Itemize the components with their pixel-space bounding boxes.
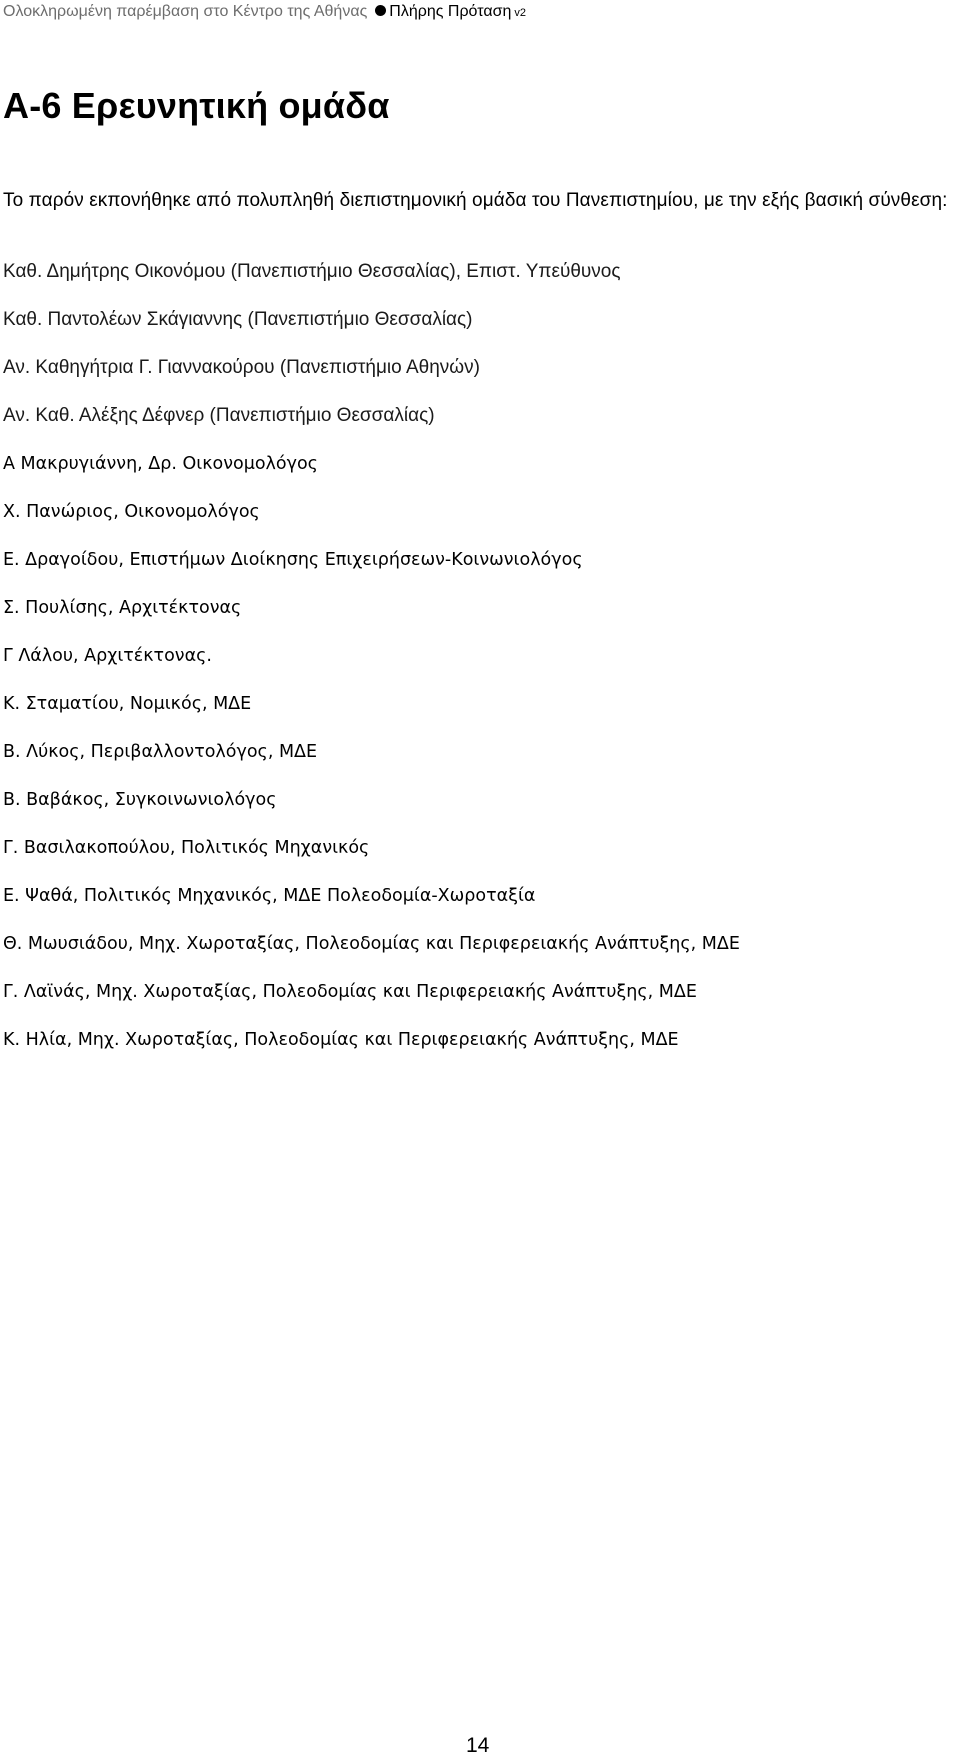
intro-paragraph: Το παρόν εκπονήθηκε από πολυπληθή διεπιστημονική ομάδα του Πανεπιστημίου, με την εξής βασική σύνθεση: xyxy=(3,190,948,211)
list-item: Α Μακρυγιάννη, Δρ. Οικονομολόγος xyxy=(3,454,318,474)
header-version: v2 xyxy=(514,7,526,19)
header-proposal-label: Πλήρης Πρόταση xyxy=(389,3,512,20)
running-header xyxy=(3,0,526,24)
list-item: Ε. Ψαθά, Πολιτικός Μηχανικός, ΜΔΕ Πολεοδομία-Χωροταξία xyxy=(3,886,536,906)
list-item: Καθ. Παντολέων Σκάγιαννης (Πανεπιστήμιο Θεσσαλίας) xyxy=(3,309,473,330)
list-item: Γ. Λαϊνάς, Μηχ. Χωροταξίας, Πολεοδομίας και Περιφερειακής Ανάπτυξης, ΜΔΕ xyxy=(3,982,697,1002)
list-item: Γ. Βασιλακοπούλου, Πολιτικός Μηχανικός xyxy=(3,838,370,858)
list-item: Αν. Καθηγήτρια Γ. Γιαννακούρου (Πανεπιστήμιο Αθηνών) xyxy=(3,357,480,378)
list-item: Κ. Σταματίου, Νομικός, ΜΔΕ xyxy=(3,694,252,714)
list-item: Κ. Ηλία, Μηχ. Χωροταξίας, Πολεοδομίας και Περιφερειακής Ανάπτυξης, ΜΔΕ xyxy=(3,1030,679,1050)
list-item: Καθ. Δημήτρης Οικονόμου (Πανεπιστήμιο Θεσσαλίας), Επιστ. Υπεύθυνος xyxy=(3,261,621,282)
list-item: Χ. Πανώριος, Οικονομολόγος xyxy=(3,502,260,522)
bullet-dot-icon xyxy=(375,5,386,16)
list-item: Θ. Μωυσιάδου, Μηχ. Χωροταξίας, Πολεοδομίας και Περιφερειακής Ανάπτυξης, ΜΔΕ xyxy=(3,934,740,954)
section-title: Α-6 Ερευνητική ομάδα xyxy=(3,85,390,126)
list-item: Γ Λάλου, Αρχιτέκτονας. xyxy=(3,646,212,666)
list-item: Σ. Πουλίσης, Αρχιτέκτονας xyxy=(3,598,242,618)
header-document-title: Ολοκληρωμένη παρέμβαση στο Κέντρο της Αθήνας xyxy=(3,3,368,20)
list-item: Αν. Καθ. Αλέξης Δέφνερ (Πανεπιστήμιο Θεσσαλίας) xyxy=(3,405,435,426)
page-number: 14 xyxy=(466,1734,490,1757)
list-item: Β. Βαβάκος, Συγκοινωνιολόγος xyxy=(3,790,277,810)
list-item: Β. Λύκος, Περιβαλλοντολόγος, ΜΔΕ xyxy=(3,742,318,762)
list-item: Ε. Δραγοίδου, Επιστήμων Διοίκησης Επιχειρήσεων-Κοινωνιολόγος xyxy=(3,550,583,570)
